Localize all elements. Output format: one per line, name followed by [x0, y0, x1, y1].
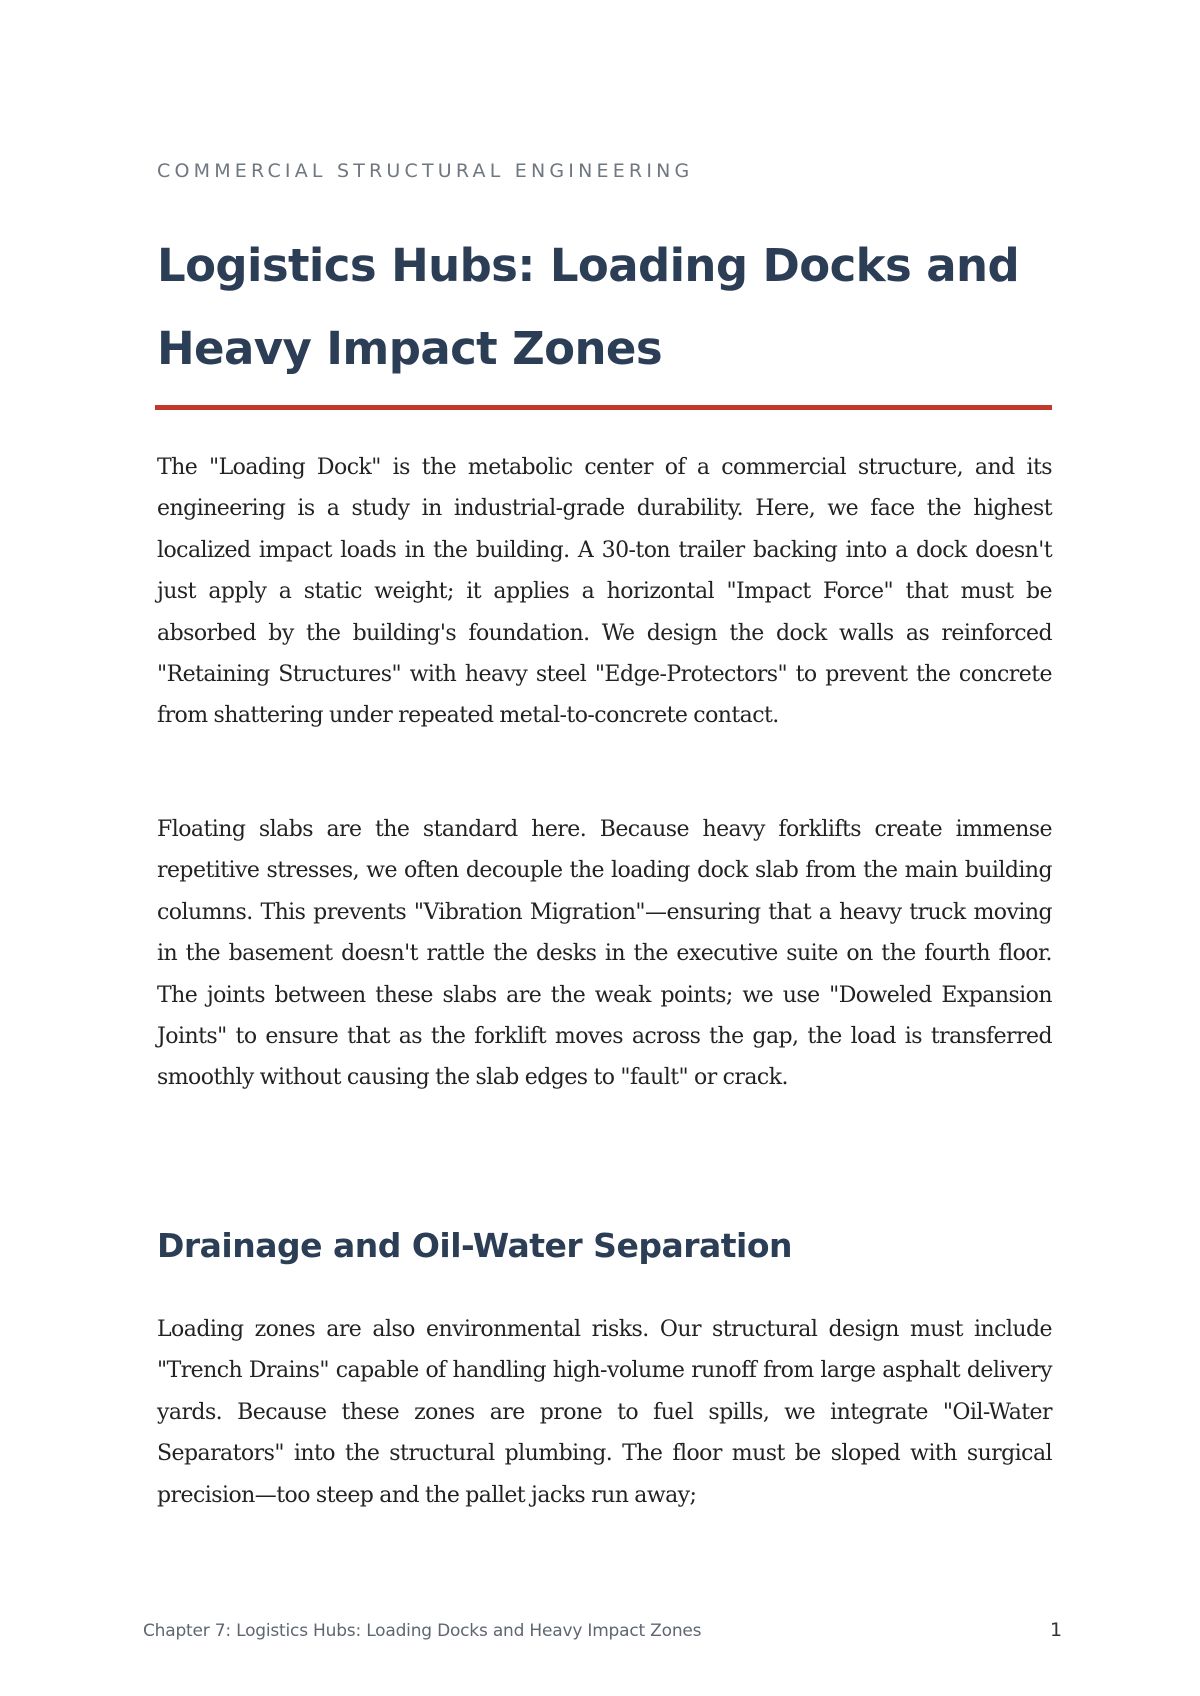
section-kicker: COMMERCIAL STRUCTURAL ENGINEERING	[157, 160, 694, 182]
section-heading: Drainage and Oil-Water Separation	[157, 1226, 793, 1265]
section-paragraph: Loading zones are also environmental risks. Our structural design must include "Trench Drains" capable of handling high-volume runoff from large asphalt delivery yards. Because these zones are prone to fuel spills, we integrate "Oil-Water Separators" into the structural plumbing. The floor must be sloped with surgical precision—too steep and the pallet jacks run away;	[157, 1317, 1052, 1508]
page-title: Logistics Hubs: Loading Docks and Heavy Impact Zones	[157, 239, 1020, 375]
footer-chapter-title: Chapter 7: Logistics Hubs: Loading Docks and Heavy Impact Zones	[143, 1621, 702, 1641]
footer-page-number: 1	[1050, 1619, 1063, 1641]
title-divider	[155, 405, 1052, 410]
body-paragraph-1: The "Loading Dock" is the metabolic center of a commercial structure, and its engineering is a study in industrial-grade durability. Here, we face the highest localized impact loads in the building. A 30-ton trailer backing into a dock doesn't just apply a static weight; it applies a horizontal "Impact Force" that must be absorbed by the building's foundation. We design the dock walls as reinforced "Retaining Structures" with heavy steel "Edge-Protectors" to prevent the concrete from shattering under repeated metal-to-concrete contact.	[157, 455, 1052, 729]
body-paragraph-2: Floating slabs are the standard here. Because heavy forklifts create immense repetitive stresses, we often decouple the loading dock slab from the main building columns. This prevents "Vibration Migration"—ensuring that a heavy truck moving in the basement doesn't rattle the desks in the executive suite on the fourth floor. The joints between these slabs are the weak points; we use "Doweled Expansion Joints" to ensure that as the forklift moves across the gap, the load is transferred smoothly without causing the slab edges to "fault" or crack.	[157, 817, 1052, 1091]
